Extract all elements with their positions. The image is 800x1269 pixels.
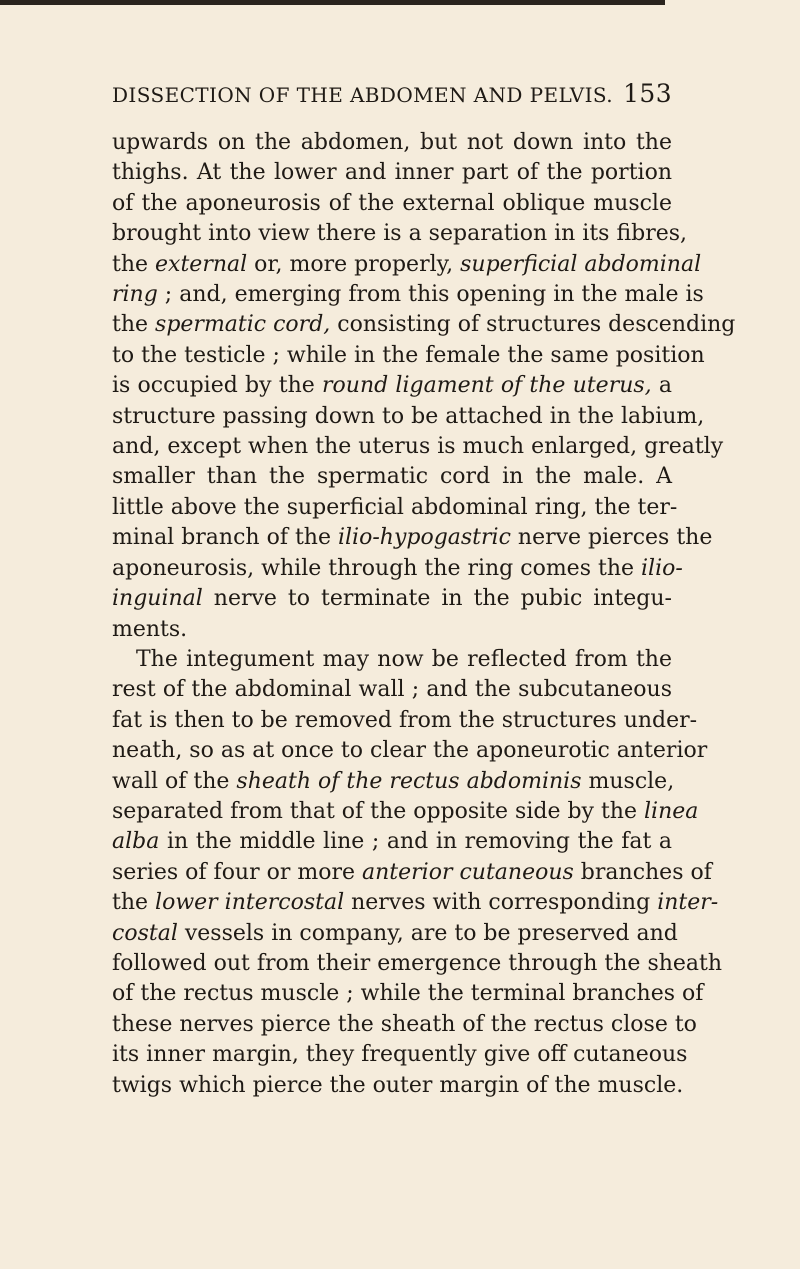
text-line [112, 979, 704, 1009]
text-run: separated from that of the opposite side by the [112, 798, 644, 824]
text-line [112, 645, 672, 675]
text-run: of the aponeurosis of the external oblique muscle [112, 190, 672, 216]
text-line [112, 310, 736, 340]
text-line [112, 462, 672, 492]
text-run: the [112, 312, 156, 338]
text-line [112, 797, 699, 827]
italic-term: alba [112, 829, 160, 855]
text-line [112, 493, 678, 523]
text-run: is occupied by the [112, 373, 323, 399]
italic-term: ilio-hypogastric [337, 525, 511, 551]
italic-term: sheath of the rectus abdominis [236, 768, 582, 794]
text-line [112, 615, 672, 645]
text-line [112, 250, 702, 280]
text-line [112, 1071, 684, 1101]
text-run: neath, so as at once to clear the aponeurotic anterior [112, 738, 708, 764]
text-line [112, 706, 698, 736]
text-run: to the testicle ; while in the female the same position [112, 342, 705, 368]
text-run: ; and, emerging from this opening in the male is [157, 282, 704, 308]
text-run: twigs which pierce the outer margin of the muscle. [112, 1072, 684, 1098]
text-line [112, 1010, 697, 1040]
text-line [112, 675, 672, 705]
text-run: its inner margin, they frequently give off cutaneous [112, 1042, 688, 1068]
text-line [112, 189, 672, 219]
text-run: the [112, 251, 156, 277]
text-line [112, 949, 723, 979]
text-run: upwards on the abdomen, but not down into the [112, 130, 672, 155]
text-line [112, 341, 705, 371]
text-line [112, 827, 672, 857]
text-run: structure passing down to be attached in the labium, [112, 403, 705, 429]
text-line [112, 888, 719, 918]
italic-term: ring [112, 282, 158, 308]
text-run: wall of the [112, 768, 237, 794]
text-line [112, 919, 678, 949]
italic-term: lower intercostal [155, 890, 345, 916]
text-run: rest of the abdominal wall ; and the subcutaneous [112, 677, 672, 703]
text-run: nerve pierces the [510, 525, 713, 551]
running-header [112, 79, 672, 108]
text-run: brought into view there is a separation in its fibres, [112, 221, 688, 247]
body-text [112, 128, 736, 1101]
italic-term: inter- [657, 890, 719, 916]
text-line [112, 736, 708, 766]
italic-term: round ligament of the uterus, [322, 373, 652, 399]
text-run: muscle, [581, 768, 675, 794]
text-line [112, 280, 704, 310]
text-line [112, 554, 683, 584]
italic-term: inguinal [112, 586, 203, 612]
text-run: aponeurosis, while through the ring comes the [112, 555, 642, 581]
running-title: DISSECTION OF THE ABDOMEN AND PELVIS. [112, 83, 614, 107]
text-line [112, 371, 672, 401]
italic-term: anterior cutaneous [362, 859, 574, 885]
text-line [112, 128, 672, 158]
text-run: nerve to terminate in the pubic integu- [202, 586, 672, 612]
text-run: of the rectus muscle ; while the terminal branches of [112, 981, 704, 1007]
text-line [112, 858, 712, 888]
text-line [112, 219, 688, 249]
text-run: nerves with corresponding [344, 890, 658, 916]
text-run: thighs. At the lower and inner part of the portion [112, 160, 672, 186]
text-run: these nerves pierce the sheath of the rectus close to [112, 1011, 697, 1037]
text-run: or, more properly, [247, 251, 461, 277]
text-line [112, 1040, 688, 1070]
text-run: little above the superficial abdominal ring, the ter- [112, 494, 678, 520]
text-run: the [112, 890, 156, 916]
text-run: consisting of structures descending [330, 312, 736, 338]
text-run: The integument may now be reflected from the [136, 646, 672, 672]
italic-term: linea [644, 798, 699, 824]
italic-term: superficial abdominal [460, 251, 702, 277]
text-run: ments. [112, 616, 188, 642]
text-run: minal branch of the [112, 525, 338, 551]
text-line [112, 523, 713, 553]
text-line [112, 158, 672, 188]
text-line [112, 432, 724, 462]
text-run: branches of [573, 859, 712, 885]
italic-term: external [155, 251, 248, 277]
text-run: and, except when the uterus is much enlarged, greatly [112, 434, 724, 460]
text-run: fat is then to be removed from the structures under- [112, 707, 698, 733]
italic-term: spermatic cord, [155, 312, 331, 338]
text-run: series of four or more [112, 859, 363, 885]
text-run: smaller than the spermatic cord in the male. A [112, 464, 672, 490]
italic-term: ilio- [641, 555, 683, 581]
text-run: in the middle line ; and in removing the fat a [159, 829, 672, 855]
top-rule [0, 0, 665, 5]
text-run: vessels in company, are to be preserved and [177, 920, 678, 946]
text-line [112, 584, 672, 614]
text-run: followed out from their emergence through the sheath [112, 950, 723, 976]
text-run: a [651, 373, 673, 399]
text-line [112, 402, 705, 432]
page-number: 153 [623, 79, 672, 108]
italic-term: costal [112, 920, 178, 946]
text-line [112, 767, 675, 797]
